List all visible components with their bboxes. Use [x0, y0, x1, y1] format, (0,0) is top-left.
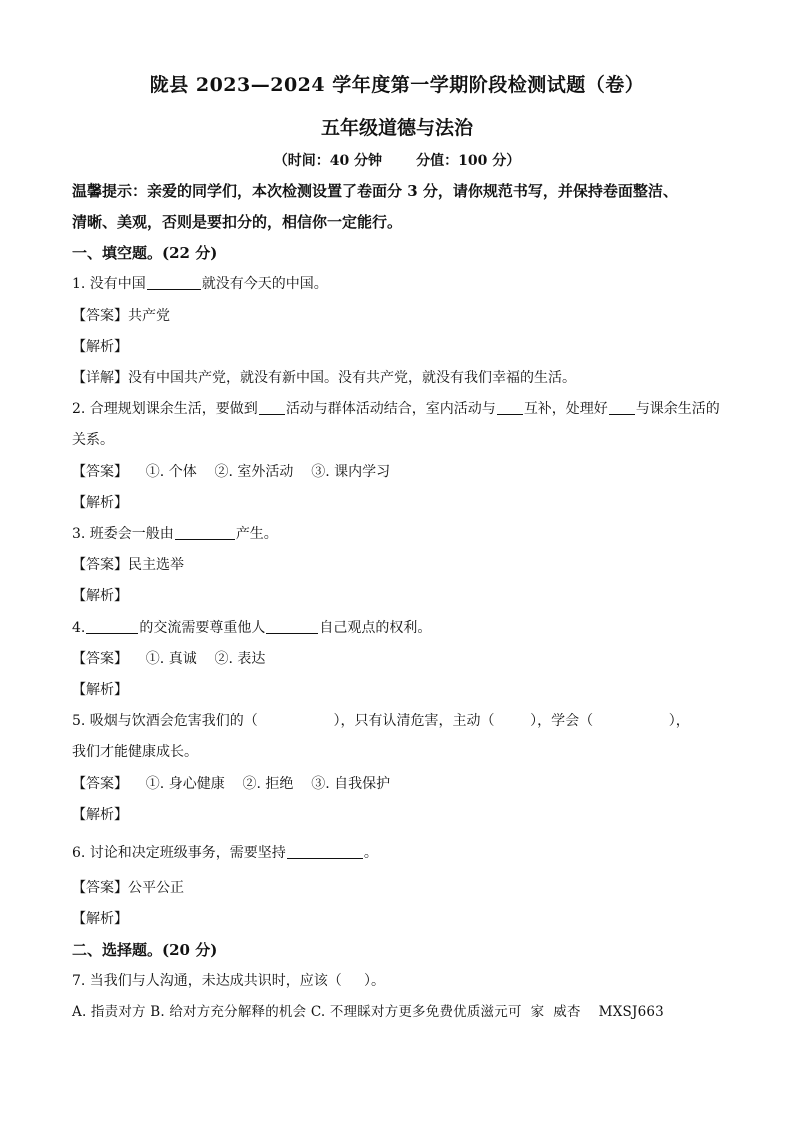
section-2-heading: 二、选择题。(20 分)	[72, 941, 218, 959]
answer-blank	[147, 274, 201, 290]
tip-line-1: 温馨提示：亲爱的同学们，本次检测设置了卷面分 3 分，请你规范书写，并保持卷面整洁、	[72, 182, 678, 200]
question-3-text-a: 3. 班委会一般由	[72, 526, 174, 542]
question-3	[72, 524, 732, 544]
answer-blank	[175, 524, 235, 540]
question-5	[72, 711, 732, 731]
question-4-number: 4.	[72, 620, 86, 636]
question-2-text-c: 互补，处理好	[523, 401, 608, 417]
answer-blank	[287, 843, 363, 859]
question-6-answer: 【答案】公平公正	[72, 880, 184, 896]
tip-line-2: 清晰、美观，否则是要扣分的，相信你一定能行。	[72, 213, 403, 231]
question-4-answer: 【答案】 ①. 真诚 ②. 表达	[72, 651, 266, 667]
question-1-text-b: 就没有今天的中国。	[201, 276, 328, 292]
question-5-text-b: ），只有认清危害，主动（	[333, 713, 495, 729]
question-4-text-b: 自己观点的权利。	[319, 620, 432, 636]
answer-blank	[497, 399, 523, 415]
question-3-analysis: 【解析】	[72, 588, 128, 604]
question-5-answer: 【答案】 ①. 身心健康 ②. 拒绝 ③. 自我保护	[72, 776, 391, 792]
question-1	[72, 274, 732, 294]
question-5-analysis: 【解析】	[72, 807, 128, 823]
question-7-options: A. 指责对方 B. 给对方充分解释的机会 C. 不理睬对方更多免费优质滋元可 家 威杏 MXSJ663	[72, 1004, 664, 1020]
question-1-analysis: 【解析】	[72, 339, 128, 355]
answer-blank	[259, 399, 285, 415]
question-4-text-a: 的交流需要尊重他人	[139, 620, 266, 636]
question-4-analysis: 【解析】	[72, 682, 128, 698]
question-6	[72, 843, 732, 863]
answer-blank	[266, 618, 318, 634]
answer-blank	[86, 618, 138, 634]
question-7: 7. 当我们与人沟通，未达成共识时，应该（ ）。	[72, 973, 386, 989]
question-3-text-b: 产生。	[235, 526, 278, 542]
question-2-text-d: 与课余生活的	[635, 401, 720, 417]
question-1-text-a: 1. 没有中国	[72, 276, 146, 292]
question-2-line-2: 关系。	[72, 432, 114, 448]
question-5-text-d: ），	[668, 713, 690, 729]
question-5-text-a: 5. 吸烟与饮酒会危害我们的（	[72, 713, 258, 729]
question-2	[72, 399, 732, 419]
question-6-analysis: 【解析】	[72, 911, 128, 927]
question-1-detail: 【详解】没有中国共产党，就没有新中国。没有共产党，就没有我们幸福的生活。	[72, 370, 576, 386]
question-2-answer: 【答案】 ①. 个体 ②. 室外活动 ③. 课内学习	[72, 464, 391, 480]
question-1-answer: 【答案】共产党	[72, 308, 170, 324]
question-5-text-c: ），学会（	[530, 713, 594, 729]
question-6-text-b: 。	[363, 845, 378, 861]
question-2-text-a: 2. 合理规划课余生活，要做到	[72, 401, 258, 417]
question-4	[72, 618, 732, 638]
question-2-text-b: 活动与群体活动结合，室内活动与	[285, 401, 496, 417]
answer-blank	[609, 399, 635, 415]
section-1-heading: 一、填空题。(22 分)	[72, 244, 218, 262]
page-subtitle: 五年级道德与法治	[320, 117, 473, 139]
question-2-analysis: 【解析】	[72, 495, 128, 511]
question-3-answer: 【答案】民主选举	[72, 557, 184, 573]
question-5-line-2: 我们才能健康成长。	[72, 744, 198, 760]
exam-info: （时间：40 分钟 分值：100 分）	[273, 153, 521, 169]
page-title: 陇县 2023—2024 学年度第一学期阶段检测试题（卷）	[149, 74, 645, 96]
question-6-text-a: 6. 讨论和决定班级事务，需要坚持	[72, 845, 286, 861]
